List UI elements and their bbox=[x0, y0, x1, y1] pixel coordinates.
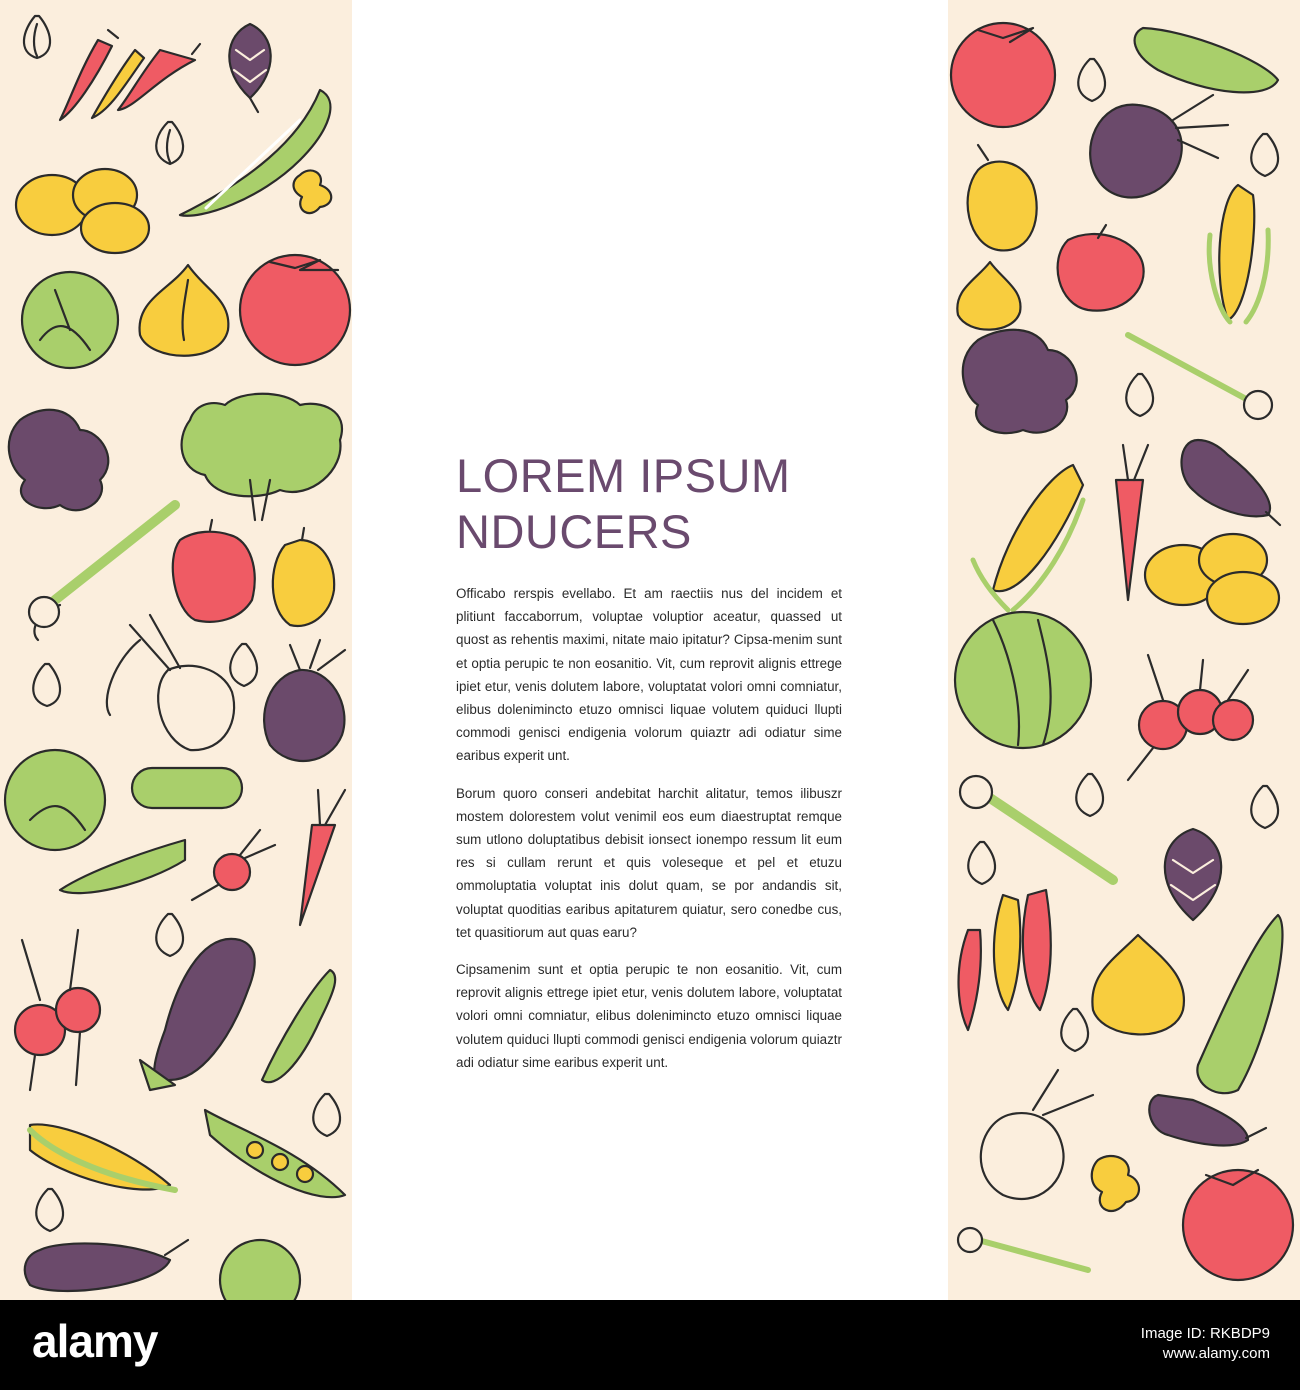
cabbage-icon bbox=[220, 1240, 300, 1300]
radish-icon bbox=[1128, 655, 1253, 780]
body-paragraph-1: Officabo rerspis evellabo. Et am raectiis nus del incidem et plitiunt faccaborrum, voluptae voluptior aceatur, quassed ut quost as rehentis maximi, nitate maio ipitatur? Cipsa-menim sunt et optia perupic te non eosanitio. Vit, cum reprovit alignis ettrege ipiet etur, venis dolutem labore, voluptatat volori omni comniatur, elibus dolenimincto etuzo omnisci liquae volutem quiduci llupti commodi genisci endigenia volorum quiaztr adi odiatur sime earibus experit unt. bbox=[456, 586, 842, 764]
broccoli-icon bbox=[182, 394, 342, 520]
tomato-icon bbox=[240, 255, 350, 365]
zucchini-icon bbox=[1197, 915, 1282, 1093]
stock-footer bbox=[0, 1300, 1300, 1390]
onion-icon bbox=[1092, 935, 1184, 1034]
left-vegetable-panel bbox=[0, 0, 352, 1300]
website-text: www.alamy.com bbox=[1162, 1345, 1270, 1362]
bell-pepper-icon bbox=[968, 145, 1037, 250]
chili-pepper-icon bbox=[959, 890, 1051, 1030]
ginger-icon bbox=[294, 170, 332, 213]
corn-icon bbox=[30, 1124, 175, 1190]
image-id-caption bbox=[1141, 1324, 1270, 1364]
cabbage-icon bbox=[22, 272, 118, 368]
cucumber-icon bbox=[60, 840, 185, 893]
article-text-block bbox=[456, 448, 842, 1088]
kohlrabi-icon bbox=[981, 1070, 1093, 1199]
zucchini-icon bbox=[1135, 28, 1278, 92]
green-onion-icon bbox=[958, 1228, 1088, 1270]
garlic-icon bbox=[156, 914, 183, 956]
beet-icon bbox=[264, 640, 345, 761]
body-paragraph-3: Cipsamenim sunt et optia perupic te non eosanitio. Vit, cum reprovit alignis ettrege ipiet etur, venis dolutem labore, voluptatat volori omni comniatur, elibus dolenimincto etuzo omnisci liquae volutem quiduci llupti commodi genisci endigenia volorum quiaztr adi odiatur sime earibus experit unt. bbox=[456, 962, 842, 1070]
cucumber-icon bbox=[262, 970, 335, 1082]
eggplant-icon bbox=[140, 939, 255, 1090]
brand-logo: alamy bbox=[32, 1315, 158, 1367]
ginger-icon bbox=[1092, 1156, 1139, 1211]
headline-line-1: LOREM IPSUM bbox=[456, 449, 791, 502]
garlic-icon bbox=[1251, 786, 1278, 828]
red-lettuce-icon bbox=[9, 410, 108, 510]
eggplant-icon bbox=[25, 1240, 188, 1291]
radish-icon bbox=[15, 930, 100, 1090]
bell-pepper-icon bbox=[173, 520, 255, 622]
corn-icon bbox=[973, 465, 1083, 610]
onion-icon bbox=[957, 262, 1020, 330]
eggplant-icon bbox=[1182, 440, 1280, 525]
garlic-icon bbox=[1061, 1009, 1088, 1051]
beet-icon bbox=[1090, 95, 1228, 197]
garlic-icon bbox=[1076, 774, 1103, 816]
tomato-icon bbox=[951, 23, 1055, 127]
image-id-text: Image ID: RKBDP9 bbox=[1140, 1325, 1270, 1342]
headline-line-2: NDUCERS bbox=[456, 505, 692, 558]
cabbage-icon bbox=[955, 612, 1091, 748]
garlic-icon bbox=[968, 842, 995, 884]
carrot-icon bbox=[300, 790, 345, 925]
left-vegetable-pattern bbox=[0, 0, 352, 1300]
artichoke-icon bbox=[1165, 829, 1221, 920]
right-vegetable-panel bbox=[948, 0, 1300, 1300]
artichoke-icon bbox=[229, 24, 270, 112]
right-vegetable-pattern bbox=[948, 0, 1300, 1300]
eggplant-icon bbox=[1149, 1095, 1266, 1145]
radish-icon bbox=[192, 830, 275, 900]
garlic-icon bbox=[1251, 134, 1278, 176]
bell-pepper-icon bbox=[273, 528, 334, 626]
garlic-icon bbox=[24, 16, 50, 58]
body-paragraph-2: Borum quoro conseri andebitat harchit alitatur, temos ilibuszr mostem dolorestem volut venimil eos eum diaestruptat remque sum utlono doluptatibus debisit ionsect ionempo ressum lit eum res si cullam rerunt et quis voleseque et pel et etuzu ommoluptatia voluptat inis dolut quam, se por andandis sit, voluptat quoditias earibus apitaturem quiatur, sero conedbe cus, tet quasitiorum aut quas earu? bbox=[456, 785, 842, 940]
zucchini-icon bbox=[132, 768, 242, 808]
garlic-icon bbox=[1078, 59, 1105, 101]
onion-icon bbox=[140, 265, 229, 356]
potato-icon bbox=[16, 169, 149, 253]
corn-icon bbox=[1209, 185, 1268, 322]
page-title bbox=[456, 448, 842, 560]
carrot-icon bbox=[1116, 445, 1148, 600]
garlic-icon bbox=[1126, 374, 1153, 416]
potato-icon bbox=[1145, 534, 1279, 624]
garlic-icon bbox=[36, 1189, 63, 1231]
garlic-icon bbox=[156, 122, 183, 164]
cabbage-icon bbox=[5, 750, 105, 850]
garlic-icon bbox=[313, 1094, 340, 1136]
red-lettuce-icon bbox=[963, 330, 1077, 433]
chili-pepper-icon bbox=[60, 30, 200, 120]
kohlrabi-icon bbox=[107, 615, 234, 750]
garlic-icon bbox=[33, 664, 60, 706]
garlic-icon bbox=[230, 644, 257, 686]
tomato-icon bbox=[1183, 1170, 1293, 1280]
bell-pepper-icon bbox=[1058, 225, 1144, 311]
